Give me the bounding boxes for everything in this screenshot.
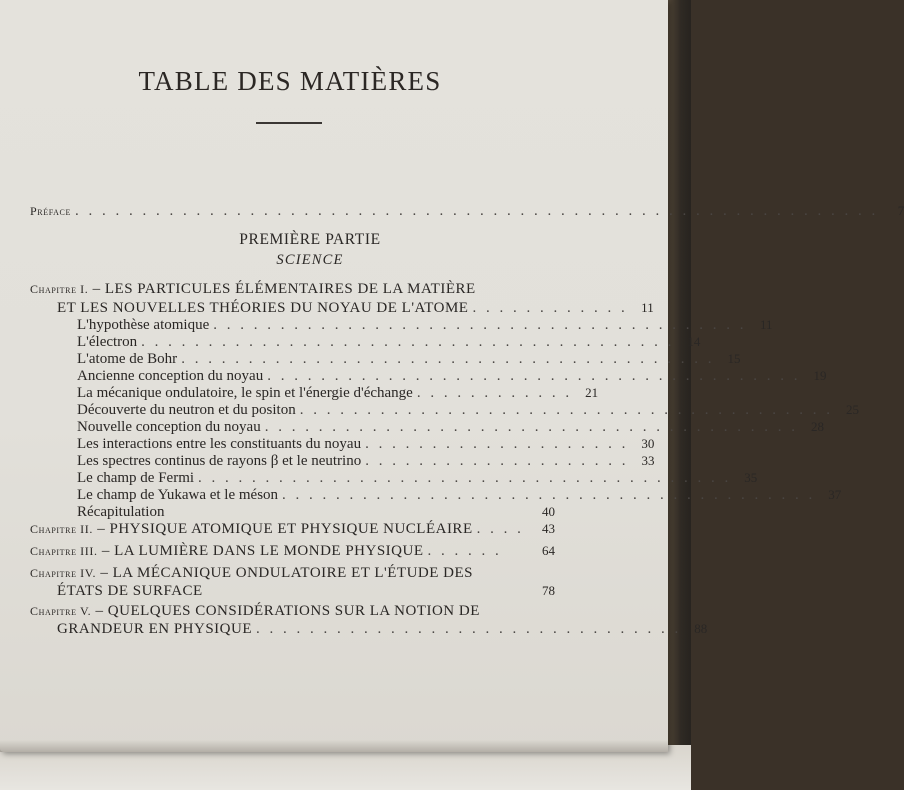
chapter-4-line1 <box>30 564 473 582</box>
toc-label: Le champ de Fermi <box>77 470 195 486</box>
chapter-5-line2 <box>57 620 708 638</box>
toc-page: 35 <box>744 470 758 485</box>
chapter-prefix: Chapitre III. <box>30 544 98 558</box>
chapter-2-entry <box>30 520 555 538</box>
leader-dots: . . . . . . <box>427 543 502 559</box>
chapter-title: – LA LUMIÈRE DANS LE MONDE PHYSIQUE <box>97 543 424 559</box>
toc-page: 40 <box>542 504 555 519</box>
toc-page: 64 <box>542 543 555 558</box>
chapter-1-line2 <box>57 299 654 317</box>
chapter-prefix: Chapitre I. <box>30 282 89 296</box>
chapter-3-entry <box>30 542 555 560</box>
toc-page: 11 <box>759 317 773 332</box>
toc-label: La mécanique ondulatoire, le spin et l'énergie d'échange <box>77 385 413 401</box>
part-subtitle: SCIENCE <box>276 252 344 268</box>
chapter-1-line1 <box>30 280 476 298</box>
chapter-prefix: Chapitre V. <box>30 604 92 618</box>
toc-page: 78 <box>542 583 555 598</box>
leader-dots: . . . . . . . . . . . . . . . . . . . . . . . . . . . . . . . . . . . . . . . . <box>213 317 747 333</box>
toc-page: 30 <box>641 436 655 451</box>
toc-label: Découverte du neutron et du positon <box>77 402 296 418</box>
chapter-5-line1 <box>30 602 480 620</box>
toc-page: 25 <box>845 402 859 417</box>
leader-dots: . . . . . . . . . . . . . . . . . . . . . . . . . . . . . . . . . . . . . . . . <box>299 402 833 418</box>
toc-section <box>77 333 701 351</box>
toc-label: Les interactions entre les constituants du noyau <box>77 436 362 452</box>
toc-page: 43 <box>542 521 555 536</box>
chapter-4-line2 <box>57 582 555 600</box>
chapter-title-cont: ET LES NOUVELLES THÉORIES DU NOYAU DE L'ATOME <box>57 300 469 316</box>
leader-dots: . . . . <box>476 521 524 537</box>
toc-page: 7 <box>897 203 904 218</box>
leader-dots: . . . . . . . . . . . . . . . . . . . . . . . . . . . . . . . . . . . . . . . . <box>198 470 732 486</box>
chapter-title: – LA MÉCANIQUE ONDULATOIRE ET L'ÉTUDE DES <box>96 565 473 581</box>
leader-dots: . . . . . . . . . . . . . . . . . . . . . . . . . . . . . . . . . . . . . . . . <box>141 334 675 350</box>
toc-section <box>77 367 827 385</box>
title-rule <box>256 122 322 124</box>
toc-label: L'atome de Bohr <box>77 351 178 367</box>
toc-section <box>77 418 824 436</box>
toc-section <box>77 486 842 504</box>
chapter-prefix: Chapitre IV. <box>30 566 97 580</box>
leader-dots: . . . . . . . . . . . . . . . . . . . . . . . . . . . . . . . . . . . . . . . . . . . . . . . . . . . . . . . . . . . . <box>74 203 879 219</box>
leader-dots: . . . . . . . . . . . . . . . . . . . . . . . . . . . . . . . . . . . . . . . . <box>264 419 798 435</box>
toc-label: Récapitulation <box>77 504 165 520</box>
toc-label: L'électron <box>77 334 138 350</box>
leader-dots: . . . . . . . . . . . . <box>416 385 573 401</box>
leader-dots: . . . . . . . . . . . . . . . . . . . . <box>365 453 629 469</box>
toc-label: L'hypothèse atomique <box>77 317 210 333</box>
toc-entry-preface <box>30 202 904 220</box>
toc-section <box>77 316 773 334</box>
toc-label: Les spectres continus de rayons β et le neutrino <box>77 453 362 469</box>
chapter-title: – PHYSIQUE ATOMIQUE ET PHYSIQUE NUCLÉAIRE <box>92 521 473 537</box>
toc-section <box>77 469 758 487</box>
toc-page: 19 <box>813 368 827 383</box>
toc-page: 21 <box>585 385 599 400</box>
toc-section <box>77 503 555 521</box>
toc-section <box>77 401 859 419</box>
leader-dots: . . . . . . . . . . . . . . . . . . . . . . . . . . . . . . . . . . . . . . . . <box>267 368 801 384</box>
toc-section <box>77 435 655 453</box>
toc-page: 33 <box>641 453 655 468</box>
toc-page: 88 <box>694 621 708 636</box>
toc-section <box>77 384 599 402</box>
toc-page: 37 <box>828 487 842 502</box>
leader-dots: . . . . . . . . . . . . <box>472 300 628 316</box>
toc-page: 11 <box>641 300 654 315</box>
chapter-title-cont: ÉTATS DE SURFACE <box>57 583 203 599</box>
toc-label: Préface <box>30 204 71 218</box>
toc-page: 15 <box>727 351 741 366</box>
chapter-prefix: Chapitre II. <box>30 522 93 536</box>
chapter-title: – LES PARTICULES ÉLÉMENTAIRES DE LA MATIÈRE <box>88 281 476 297</box>
leader-dots: . . . . . . . . . . . . . . . . . . . . . . . . . . . . . . . . . . . . . . . . <box>181 351 715 367</box>
toc-page: 14 <box>687 334 701 349</box>
book-edge-background <box>665 0 691 790</box>
toc-label: Nouvelle conception du noyau <box>77 419 261 435</box>
part-heading: PREMIÈRE PARTIE <box>239 231 381 248</box>
toc-section <box>77 350 741 368</box>
page-bottom-shadow <box>0 740 668 752</box>
chapter-title-cont: GRANDEUR EN PHYSIQUE <box>57 621 253 637</box>
page-title: TABLE DES MATIÈRES <box>138 66 442 96</box>
leader-dots: . . . . . . . . . . . . . . . . . . . . <box>365 436 629 452</box>
chapter-title: – QUELQUES CONSIDÉRATIONS SUR LA NOTION DE <box>91 603 480 619</box>
toc-label: Ancienne conception du noyau <box>77 368 264 384</box>
toc-label: Le champ de Yukawa et le méson <box>77 487 279 503</box>
toc-page: 28 <box>810 419 824 434</box>
toc-section <box>77 452 655 470</box>
leader-dots: . . . . . . . . . . . . . . . . . . . . . . . . . . . . . . . . <box>256 621 682 637</box>
leader-dots: . . . . . . . . . . . . . . . . . . . . . . . . . . . . . . . . . . . . . . . . <box>282 487 816 503</box>
